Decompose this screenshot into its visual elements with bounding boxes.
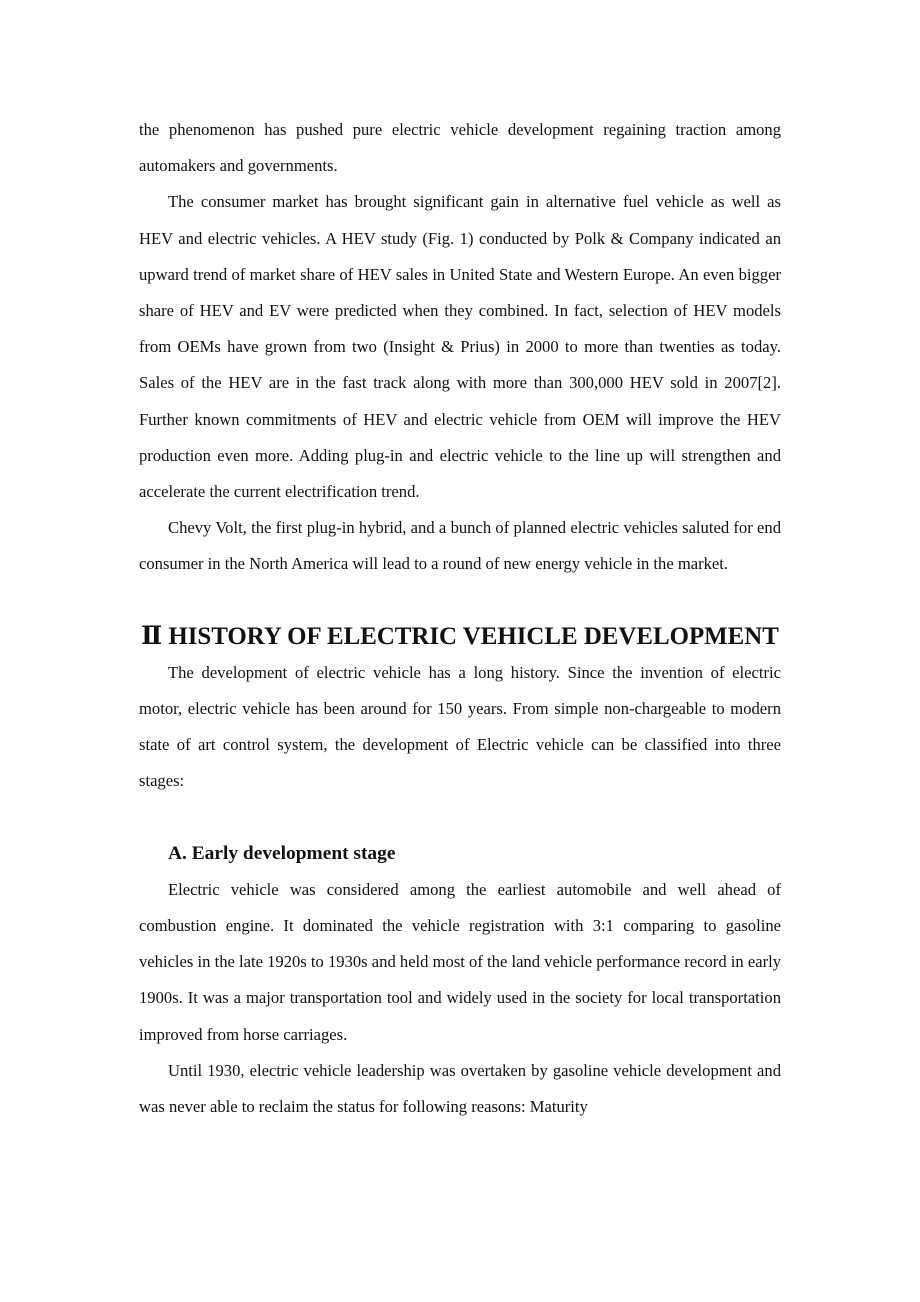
body-paragraph: The consumer market has brought significant gain in alternative fuel vehicle as well as HEV and electric vehicles. A HEV study (Fig. 1) conducted by Polk & Company indicated an upward trend of market share of HEV sales in United State and Western Europe. An even bigger share of HEV and EV were predicted when they combined. In fact, selection of HEV models from OEMs have grown from two (Insight & Prius) in 2000 to more than twenties as today. Sales of the HEV are in the fast track along with more than 300,000 HEV sold in 2007[2]. Further known commitments of HEV and electric vehicle from OEM will improve the HEV production even more. Adding plug-in and electric vehicle to the line up will strengthen and accelerate the current electrification trend. [139, 192, 781, 502]
spacer [139, 800, 781, 836]
body-paragraph: the phenomenon has pushed pure electric vehicle development regaining traction among automakers and governments. [139, 120, 781, 176]
body-paragraph: The development of electric vehicle has a long history. Since the invention of electric motor, electric vehicle has been around for 150 years. From simple non-chargeable to modern state of art control system, the development of Electric vehicle can be classified into three stages: [139, 662, 781, 791]
section-heading: Ⅱ HISTORY OF ELECTRIC VEHICLE DEVELOPMENT [141, 622, 779, 650]
body-paragraph: Electric vehicle was considered among the earliest automobile and well ahead of combustion engine. It dominated the vehicle registration with 3:1 comparing to gasoline vehicles in the late 1920s to 1930s and held most of the land vehicle performance record in early 1900s. It was a major transportation tool and widely used in the society for local transportation improved from horse carriages. [139, 879, 781, 1044]
spacer [139, 583, 781, 619]
document-page [139, 112, 781, 1125]
subsection-heading: A. Early development stage [168, 842, 396, 864]
body-paragraph: Chevy Volt, the first plug-in hybrid, and a bunch of planned electric vehicles saluted for end consumer in the North America will lead to a round of new energy vehicle in the market. [139, 518, 781, 574]
body-paragraph: Until 1930, electric vehicle leadership was overtaken by gasoline vehicle development and was never able to reclaim the status for following reasons: Maturity [139, 1060, 781, 1117]
